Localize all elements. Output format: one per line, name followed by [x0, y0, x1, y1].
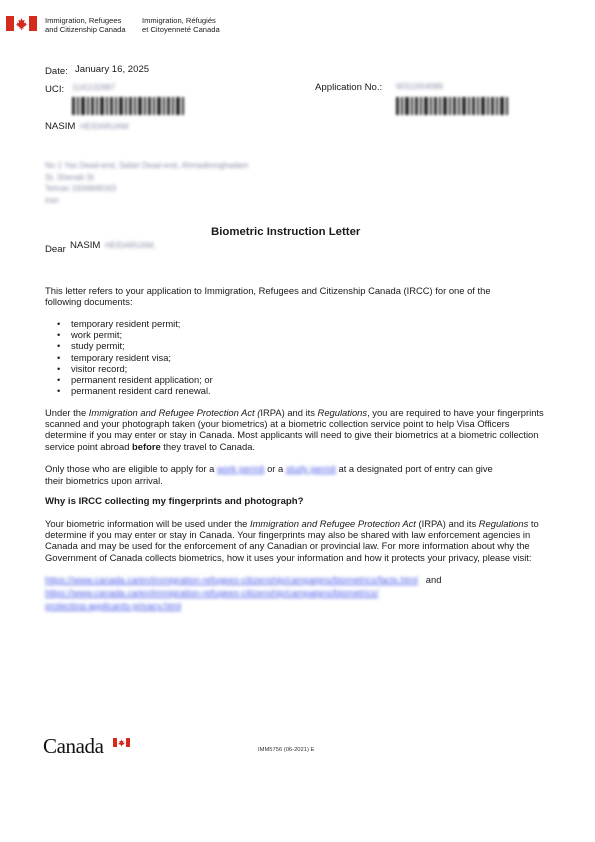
department-name-en: Immigration, Refugees and Citizenship Canada: [45, 16, 126, 34]
list-item: • permanent resident application; or: [57, 374, 213, 385]
section-heading: Why is IRCC collecting my fingerprints and photograph?: [45, 496, 304, 507]
work-permit-link[interactable]: work permit: [216, 464, 265, 474]
port-of-entry-paragraph: Only those who are eligible to apply for a work permit or a study permit at a designated port of entry can give their biometrics upon arrival.: [45, 463, 493, 487]
privacy-link[interactable]: https://www.canada.ca/en/immigration-refugees-citizenship/campaigns/biometrics/ protecting-applicants-privacy.html: [45, 588, 379, 612]
uci-barcode: [72, 97, 184, 115]
biometrics-use-paragraph: Your biometric information will be used under the Immigration and Refugee Protection Act (IRPA) and its Regulations to determine if you may enter or stay in Canada. Your fingerprints may also be shared with law enforcement agencies in Canada and may be used for the enforcement of any Canadian or provincial law. For more information about why the Government of Canada collects biometrics, how it uses your information and how it protects your privacy, please visit:: [45, 518, 539, 563]
department-name-fr: Immigration, Réfugiés et Citoyenneté Canada: [142, 16, 220, 34]
form-number: IMM5756 (06-2021) E: [258, 747, 315, 753]
links-block: [45, 573, 555, 613]
canada-flag-icon: [6, 16, 37, 31]
salutation-last-name: HEIDARIJAM,: [105, 241, 156, 250]
recipient-address: No 1 Yas Dead-end, Safari Dead-end, Ahmadimoghadam St, Shenati St Tehran 1934848163 Iran: [45, 161, 249, 205]
uci-value: 1141132987: [72, 83, 116, 92]
uci-label: UCI:: [45, 84, 65, 95]
list-item: • study permit;: [57, 340, 213, 351]
biometrics-facts-link[interactable]: https://www.canada.ca/en/immigration-refugees-citizenship/campaigns/biometrics/facts.html: [45, 575, 418, 585]
list-item: • permanent resident card renewal.: [57, 385, 213, 396]
intro-paragraph: This letter refers to your application to Immigration, Refugees and Citizenship Canada (IRCC) for one of the following documents:: [45, 285, 491, 308]
date-value: January 16, 2025: [75, 64, 150, 75]
date-label: Date:: [45, 66, 68, 77]
list-item: • work permit;: [57, 329, 213, 340]
recipient-last-name: HEIDARIJAM: [80, 122, 129, 131]
document-list: [57, 318, 213, 396]
application-number-value: W311654089: [396, 82, 443, 91]
salutation: Dear: [45, 244, 66, 255]
canada-wordmark: Canada: [43, 734, 104, 759]
list-item: • temporary resident visa;: [57, 352, 213, 363]
application-number-label: Application No.:: [315, 82, 383, 93]
letter-title: Biometric Instruction Letter: [211, 226, 361, 238]
irpa-paragraph: Under the Immigration and Refugee Protection Act (IRPA) and its Regulations, you are required to have your fingerprints scanned and your photograph taken (your biometrics) at a biometric collection service point to help Visa Officers determine if you may enter or stay in Canada. Most applicants will need to give their biometrics at a biometric collection service point abroad before they travel to Canada.: [45, 407, 544, 452]
and-text: and: [425, 574, 442, 585]
wordmark-flag-icon: [113, 738, 130, 747]
list-item: • visitor record;: [57, 363, 213, 374]
salutation-first-name: NASIM: [70, 240, 101, 251]
list-item: • temporary resident permit;: [57, 318, 213, 329]
recipient-first-name: NASIM: [45, 121, 76, 132]
application-barcode: [396, 97, 508, 115]
study-permit-link[interactable]: study permit: [285, 464, 336, 474]
